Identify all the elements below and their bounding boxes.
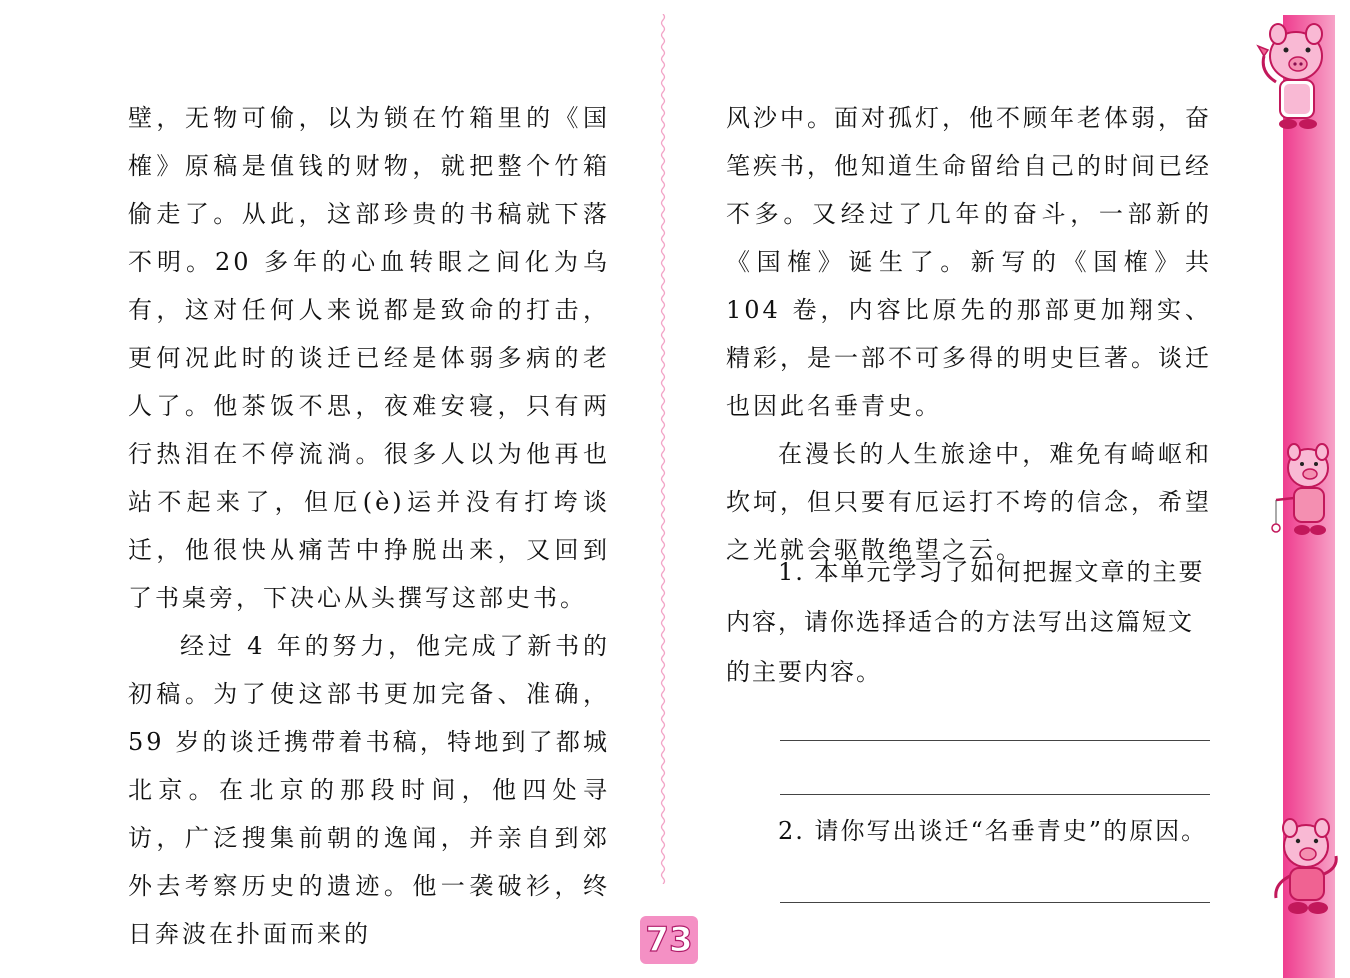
- page-divider-wavy: [656, 14, 670, 884]
- pig-mascot-icon: [1246, 12, 1342, 136]
- right-paragraph-1: 风沙中。面对孤灯，他不顾年老体弱，奋笔疾书，他知道生命留给自己的时间已经不多。又经过了几年的奋斗，一部新的《国榷》诞生了。新写的《国榷》共 104 卷，内容比原先的那部更加翔实、精彩，是一部不可多得的明史巨著。谈迁也因此名垂青史。: [726, 104, 1212, 420]
- pig-waving-mascot-icon: [1262, 812, 1344, 924]
- answer-line[interactable]: [780, 794, 1210, 795]
- page-number-badge: 73: [640, 916, 698, 964]
- answer-line[interactable]: [780, 740, 1210, 741]
- pig-yoyo-mascot-icon: [1262, 440, 1342, 550]
- right-paragraph-2: 在漫长的人生旅途中，难免有崎岖和坎坷，但只要有厄运打不垮的信念，希望之光就会驱散绝望之云。: [726, 440, 1212, 564]
- answer-line[interactable]: [780, 902, 1210, 903]
- question-2: 2. 请你写出谈迁“名垂青史”的原因。: [778, 817, 1208, 845]
- question-1: 1. 本单元学习了如何把握文章的主要内容，请你选择适合的方法写出这篇短文的主要内容。: [726, 558, 1205, 686]
- left-paragraph-2: 经过 4 年的努力，他完成了新书的初稿。为了使这部书更加完备、准确，59 岁的谈迁携带着书稿，特地到了都城北京。在北京的那段时间，他四处寻访，广泛搜集前朝的逸闻，并亲自到郊外去考察历史的遗迹。他一袭破衫，终日奔波在扑面而来的: [128, 632, 610, 948]
- right-page: [726, 94, 1212, 574]
- left-paragraph-1: 壁，无物可偷，以为锁在竹箱里的《国榷》原稿是值钱的财物，就把整个竹箱偷走了。从此，这部珍贵的书稿就下落不明。20 多年的心血转眼之间化为乌有，这对任何人来说都是致命的打击，更何况此时的谈迁已经是体弱多病的老人了。他茶饭不思，夜难安寝，只有两行热泪在不停流淌。很多人以为他再也站不起来了，但厄(è)运并没有打垮谈迁，他很快从痛苦中挣脱出来，又回到了书桌旁，下决心从头撰写这部史书。: [128, 104, 610, 612]
- left-page: [128, 94, 610, 958]
